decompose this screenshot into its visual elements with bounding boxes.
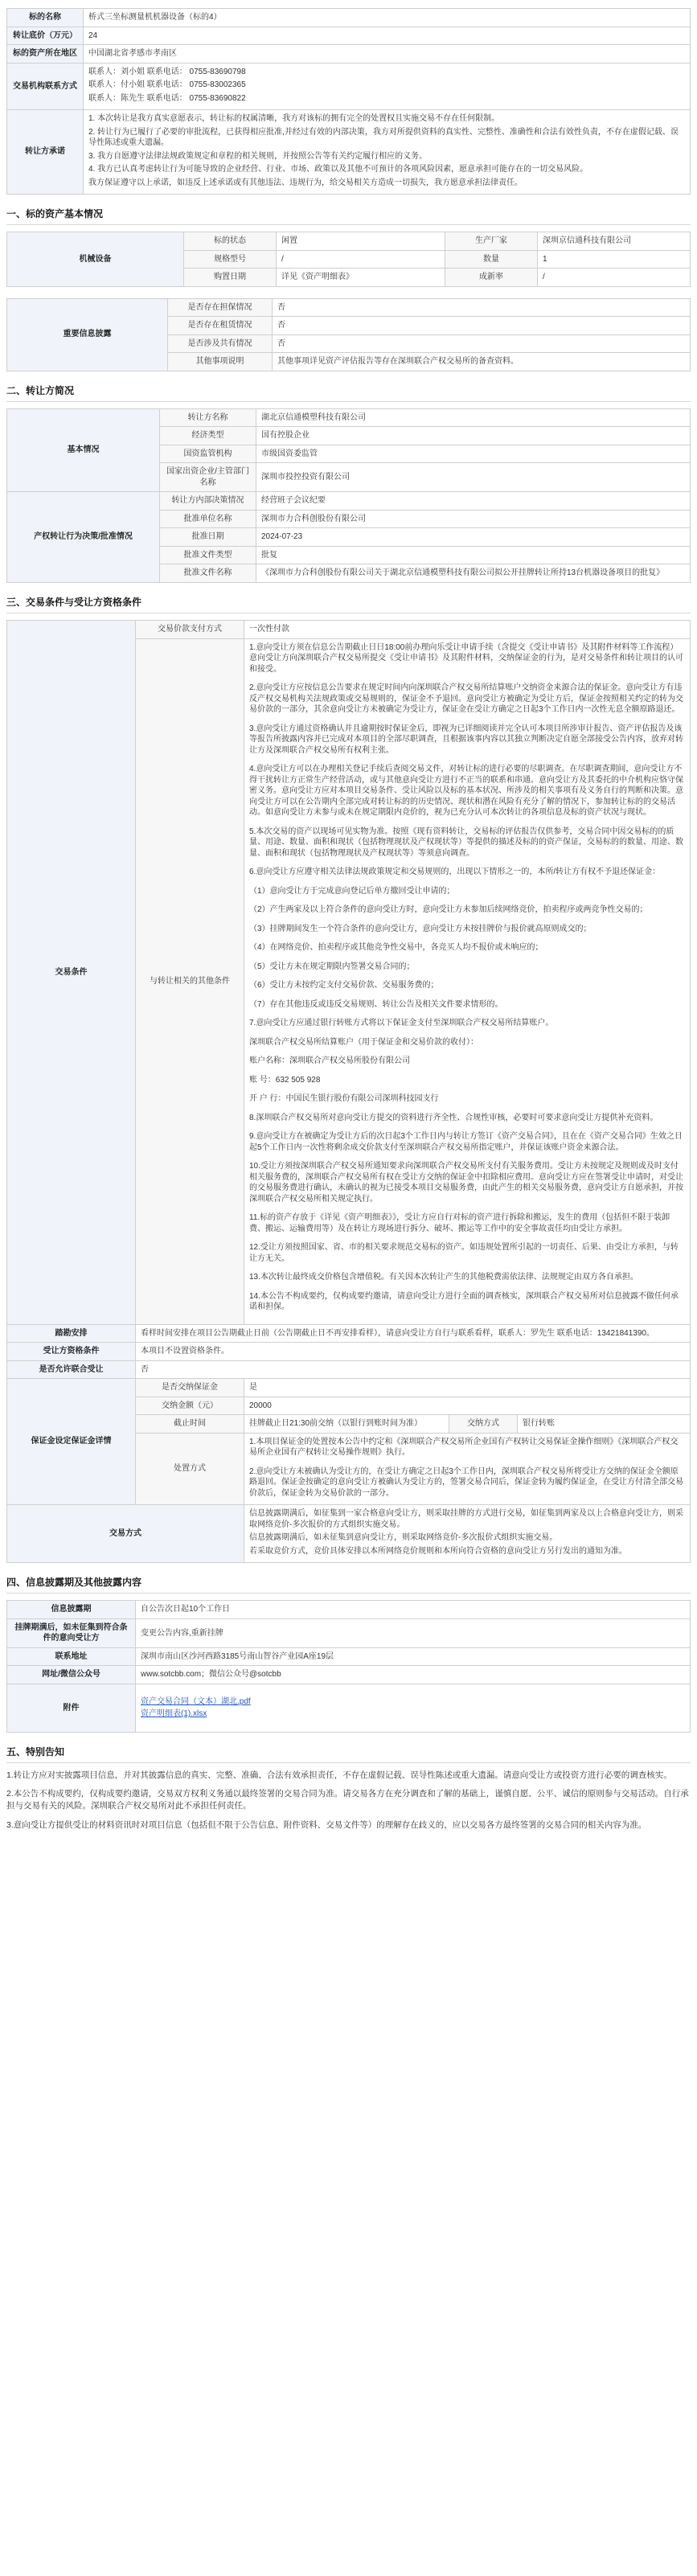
cell-value: 批复 xyxy=(256,546,691,564)
cell-value: 闲置 xyxy=(277,232,445,251)
contact-label: 交易机构联系方式 xyxy=(7,63,84,110)
machine-table xyxy=(6,232,691,287)
cell-value: 湖北京信通模塑科技有限公司 xyxy=(256,408,691,427)
disclosure-label: 重要信息披露 xyxy=(7,298,168,371)
commitment-line: 3. 我方自愿遵守法律法规政策规定和章程的相关规则，并按照公告等有关约定履行相应的义务。 xyxy=(88,151,428,161)
cell-value: 国有控股企业 xyxy=(256,427,691,445)
mode-paragraph: 若采取竞价方式，竞价具体安排以本所网络竞价规则和本所向符合资格的意向受让方另行发出的通知为准。 xyxy=(249,1546,627,1556)
cell-label: 批准文件名称 xyxy=(160,564,256,583)
table-row xyxy=(7,1684,691,1732)
cell-value: 深圳市投控投资有限公司 xyxy=(256,463,691,492)
commitment-line: 2. 转让行为已履行了必要的审批流程，已获得相应批准,并经过有效的内部决策，我方对所提供资料的真实性、完整性、准确性和合法有效性负责，不存在虚假记载、误导性陈述或重大遗漏。 xyxy=(88,127,679,147)
attach-label: 附件 xyxy=(7,1684,136,1732)
condition-paragraph: （2）产生两家及以上符合条件的意向受让方时，意向受让方未参加后续网络竞价，拍卖程序或两竞争性交易的； xyxy=(249,905,648,915)
contact-line: 联系人：陈先生 联系电话： 0755-83690822 xyxy=(88,93,246,103)
decision-label: 产权转让行为决策/批准情况 xyxy=(7,492,160,583)
cell-label: 标的状态 xyxy=(184,232,277,251)
cell-value: 是 xyxy=(244,1379,691,1397)
cell-label: 批准日期 xyxy=(160,528,256,547)
cell-label: 经济类型 xyxy=(160,427,256,445)
condition-paragraph: 6.意向受让方应遵守相关法律法规政策规定和交易规则的，出现以下情形之一的，本所/转让方有权不予退还保证金： xyxy=(249,868,661,877)
cell-label: 规格型号 xyxy=(184,250,277,269)
qual-value: 本项目不设置资格条件。 xyxy=(136,1343,691,1361)
cell-value xyxy=(244,1433,691,1505)
row-label: 转让底价（万元） xyxy=(7,27,84,45)
transferor-table xyxy=(6,408,691,583)
cell-label: 购置日期 xyxy=(184,269,277,287)
table-row xyxy=(7,1505,691,1563)
cell-label: 处置方式 xyxy=(136,1433,244,1505)
condition-paragraph: 11.标的资产存放于《详见《资产明细表》》，受让方应自行对标的资产进行拆除和搬运，发生的费用（包括但不限于装卸费、搬运、运输费用等）及在转让方现场进行拆分、破坏、搬运等工作中的安全事故责任均由受让方承担。 xyxy=(249,1213,670,1233)
table-row xyxy=(7,1647,691,1666)
cell-value: 银行转账 xyxy=(518,1415,691,1434)
table-row xyxy=(7,408,691,427)
section-title: 二、转让方简况 xyxy=(6,384,691,402)
cell-value: 2024-07-23 xyxy=(256,528,691,547)
cell-value: 市级国资委监管 xyxy=(256,445,691,463)
row-value: 24 xyxy=(84,27,691,45)
table-row xyxy=(7,1601,691,1619)
cell-value: 自公告次日起10个工作日 xyxy=(136,1601,691,1619)
attachment-link[interactable]: 资产交易合同（文本）湖北.pdf xyxy=(141,1696,251,1706)
qual-label: 受让方资格条件 xyxy=(7,1343,136,1361)
table-row xyxy=(7,63,691,110)
cell-label: 数量 xyxy=(445,250,538,269)
cell-value: 一次性付款 xyxy=(244,621,691,639)
cell-label: 批准单位名称 xyxy=(160,510,256,528)
disclosure-period-table xyxy=(6,1600,691,1733)
commitment-list xyxy=(84,110,691,195)
section-title: 一、标的资产基本情况 xyxy=(6,207,691,225)
condition-paragraph: （3）挂牌期间发生一个符合条件的意向受让方，意向受让方未按挂牌价与报价就高原则成交的； xyxy=(249,924,592,933)
cell-label: 国家出资企业/主管部门名称 xyxy=(160,463,256,492)
table-row xyxy=(7,27,691,45)
mode-value xyxy=(244,1505,691,1563)
row-value: 桥式三坐标测量机机器设备（标的4） xyxy=(84,9,691,27)
table-row xyxy=(7,232,691,251)
table-row xyxy=(7,1666,691,1684)
cell-value: / xyxy=(277,250,445,269)
cell-value: 否 xyxy=(273,334,691,353)
notice-paragraph: 2.本公告不构成要约，仅构成要约邀请，交易双方权利义务通以最终签署的交易合同为准。请交易各方在充分调查和了解的基础上，谨慎自愿、公平、诚信的原则参与交易活动。自行承担与交易有关的风险。深圳联合产权交易所对此不承担任何责任。 xyxy=(6,1789,689,1811)
table-row xyxy=(7,298,691,317)
cell-value: / xyxy=(538,269,691,287)
table-row xyxy=(7,9,691,27)
condition-paragraph: 2.意向受让方应按信息公告要求在规定时间内向深圳联合产权交易所结算账户交纳资金来源合法的保证金。意向受让方有违反产权交易机构关法规政策或交易规则的，保证金不予退回。意向受让方被确定为受让方后，保证金按照相关约定的转为交易价款的一部分，其余意向受让方未被确定为受让方，保证金在受让方确定之日起3个工作日内一次性无息全额原路退还。 xyxy=(249,683,683,715)
cell-label: 挂牌期满后，如未征集到符合条件的意向受让方 xyxy=(7,1618,136,1647)
condition-paragraph: （6）受让方未按约定支付交易价款、交易服务费的； xyxy=(249,981,439,991)
row-label: 标的名称 xyxy=(7,9,84,27)
attachment-link[interactable]: 资产明细表(1).xlsx xyxy=(141,1709,207,1719)
cell-label: 截止时间 xyxy=(136,1415,244,1434)
disclosure-table xyxy=(6,298,691,371)
notice-paragraph: 1.转让方应对实披露项目信息，并对其披露信息的真实、完整、准确、合法有效承担责任，不存在虚假记载、误导性陈述或重大遗漏。请意向受让方或投资方进行必要的调查核实。 xyxy=(6,1770,672,1780)
cell-label: 信息披露期 xyxy=(7,1601,136,1619)
condition-paragraph: 账 号：632 505 928 xyxy=(249,1075,321,1085)
mode-paragraph: 信息披露期满后，如征集到一家合格意向受让方，则采取挂牌的方式进行交易，如征集到两家及以上合格意向受让方，则采取网络竞价-多次报价的方式组织实施交易。 xyxy=(249,1509,683,1529)
joint-value: 否 xyxy=(136,1360,691,1379)
condition-paragraph: 12.受让方须按照国家、省、市的相关要求规范交易标的资产。如违规处置所引起的一切责任、后果、由受让方承担，与转让方无关。 xyxy=(249,1243,679,1263)
condition-paragraph: （7）存在其他违反或违反交易规则、转让公告及相关文件要求情形的。 xyxy=(249,999,503,1009)
cell-label: 转让方名称 xyxy=(160,408,256,427)
cell-value: 详见《资产明细表》 xyxy=(277,269,445,287)
attachment-list xyxy=(136,1684,691,1732)
section-title: 五、特别告知 xyxy=(6,1745,691,1763)
table-row xyxy=(7,1343,691,1361)
cell-label: 交纳方式 xyxy=(449,1415,518,1434)
condition-paragraph: 1.意向受让方须在信息公告期截止日日18:00前办理向乐受让申请手续（含提交《受让申请书》及其附件材料等工作流程）意向受让方向深圳联合产权交易所提交《受让申请书》及其附件材料，交纳保证金的行为，是对交易条件和转让项目的认可和接受。 xyxy=(249,642,683,674)
special-notice xyxy=(6,1770,691,1832)
notice-paragraph: 3.意向受让方提供受让的材料资讯时对项目信息（包括但不限于公告信息、附件资料、交易文件等）的理解存在歧义的，应以交易各方最终签署的交易合同的相关内容为准。 xyxy=(6,1819,647,1830)
condition-paragraph: 9.意向受让方在被确定为受让方后的次日起3个工作日内与转让方签订《资产交易合同》，且在在《资产交易合同》生效之日起5个工作日内一次性将剩余成交价款支付至深圳联合产权交易所指定账户，并保证该账户资金来源合法。 xyxy=(249,1132,683,1152)
commitment-line: 4. 我方已认真考虑转让行为可能导致的企业经营、行业、市场、政策以及其他不可预计的各项风险因素，愿意承担可能存在的一切交易风险。 xyxy=(88,165,588,174)
table-row xyxy=(7,621,691,639)
cell-value: 《深圳市力合科创股份有限公司关于湖北京信通模塑科技有限公司拟公开挂牌转让所持13台机器设备项目的批复》 xyxy=(256,564,691,583)
section-title: 三、交易条件与受让方资格条件 xyxy=(6,596,691,613)
mode-label: 交易方式 xyxy=(7,1505,244,1563)
cell-value: 深圳京信通科技有限公司 xyxy=(538,232,691,251)
cell-value: 其他事项详见资产评估报告等存在深圳联合产权交易所的备查资料。 xyxy=(273,353,691,371)
contact-list xyxy=(84,63,691,110)
condition-paragraph: 深圳联合产权交易所结算账户（用于保证金和交易价款的收付）： xyxy=(249,1037,478,1047)
cell-label: 批准文件类型 xyxy=(160,546,256,564)
condition-paragraph: 4.意向受让方可以在办理相关登记手续后查阅交易文件，对转让标的进行必要的尽职调查。在尽职调查期间，意向受让方不得干扰转让方正常生产经营活动，或与其他意向受让方进行不正当的联系和串通。意向受让方及其委托的中介机构应恪守保密义务。意向受让方应对本项目交易条件、受让风险以及标的基本状况、所涉及的相关事项有及义务自行的判断和决策。意向受让方可以在公告期内全部完成对转让标的的历史情况、现状和潜在风险有充分了解的情况下，参加转让标的的交易活动。如意向受让方未参与或未在规定期限内竞价的，视为已充分认可本次转让的各项信息及标的资产状况与现状。 xyxy=(249,765,683,818)
table-row xyxy=(7,45,691,64)
row-label: 标的资产所在地区 xyxy=(7,45,84,64)
other-conditions xyxy=(244,638,691,1324)
cell-value: 经营班子会议纪要 xyxy=(256,492,691,511)
condition-paragraph: 14.本公告不构成要约，仅构成要约邀请，请意向受让方进行全面的调查核实，深圳联合产权交易所对信息披露不做任何承诺和担保。 xyxy=(249,1291,679,1312)
cell-label: 网址/微信公众号 xyxy=(7,1666,136,1684)
condition-paragraph: （4）在网络竞价、拍卖程序或其他竞争性交易中，各竞买人均不报价或未响应的； xyxy=(249,943,543,953)
table-row xyxy=(7,1618,691,1647)
condition-paragraph: 5.本次交易的资产以现场可见实物为准。按照《现有资料转让，交易标的评估报告仅供参考，交易合同中因交易标的的质量、用途、数量、面积和现状（包括物理现状及产权现状等）等提供的描述及标的的资产保证，交易标的的数量、用途、数量、面积和现状（包括物理现状及产权现状等）等须意向调查。 xyxy=(249,827,683,858)
cell-label: 是否存在担保情况 xyxy=(168,298,273,317)
table-row xyxy=(7,110,691,195)
table-row xyxy=(7,1324,691,1343)
cell-label: 国资监管机构 xyxy=(160,445,256,463)
cell-value: 深圳市南山区沙河西路3185号南山智谷产业园A座19层 xyxy=(136,1647,691,1666)
condition-paragraph: （1）意向受让方于完成意向登记后单方撤回受让申请的； xyxy=(249,886,455,896)
cell-label: 转让方内部决策情况 xyxy=(160,492,256,511)
row-value: 中国湖北省孝感市孝南区 xyxy=(84,45,691,64)
condition-paragraph: 3.意向受让方通过资格确认并且逾期按时保证金后，即视为已详细阅读并完全认可本项目所涉审计报告、资产评估报告及该等报告所披露内容并已完成对本项目的全部尽职调查，且根据该事内容以其独立判断决定自愿全部接受公告内容，放弃对转让方及深圳联合产权交易所有权利主张。 xyxy=(249,724,683,755)
cell-label: 成新率 xyxy=(445,269,538,287)
handle-paragraph: 1.本项目保证金的处置按本公告中约定和《深圳联合产权交易所企业国有产权转让交易保证金操作细则》《深圳联合产权交易所企业国有产权转让交易操作规则》执行。 xyxy=(249,1437,679,1458)
machine-label: 机械设备 xyxy=(7,232,184,287)
condition-paragraph: 10.受让方须按深圳联合产权交易所通知要求向深圳联合产权交易所支付有关服务费用。受让方未按规定及规则或及时支付相关服务费的，深圳联合产权交易所有权在受让方交纳的保证金中扣除相应费用。意向受让方应在签署受让申请时，对受让的交易服务费进行确认，未确认的视为已接受本项目交易服务费，由此产生的相关交易服务费，意向受让方自愿承担，并按深圳联合产权交易所相关规定执行。 xyxy=(249,1162,683,1204)
cell-label: 是否存在租赁情况 xyxy=(168,317,273,335)
cell-value: 1 xyxy=(538,250,691,269)
visit-label: 踏勘安排 xyxy=(7,1324,136,1343)
cell-label: 交纳金额（元） xyxy=(136,1397,244,1415)
table-row xyxy=(7,492,691,511)
commitment-line: 1. 本次转让是我方真实意愿表示，转让标的权属清晰，我方对该标的拥有完全的处置权且实施交易不存在任何限制。 xyxy=(88,114,500,123)
cell-label: 与转让相关的其他条件 xyxy=(136,638,244,1324)
cell-label: 是否涉及共有情况 xyxy=(168,334,273,353)
cell-label: 联系地址 xyxy=(7,1647,136,1666)
condition-paragraph: 7.意向受让方应通过银行转账方式将以下保证金支付至深圳联合产权交易所结算账户。 xyxy=(249,1019,554,1028)
contact-line: 联系人：刘小姐 联系电话： 0755-83690798 xyxy=(88,67,246,76)
commitment-line: 我方保证遵守以上承诺，如违反上述承诺或有其他违法、违规行为，给交易相关方造成一切损失，我方愿意承担法律责任。 xyxy=(88,178,523,187)
mode-paragraph: 信息披露期满后，如未征集到意向受让方，则采取网络竞价-多次报价式组织实施交易。 xyxy=(249,1533,558,1543)
condition-paragraph: 账户名称：深圳联合产权交易所股份有限公司 xyxy=(249,1056,410,1066)
cell-label: 其他事项说明 xyxy=(168,353,273,371)
cell-value: 否 xyxy=(273,298,691,317)
cell-value: 挂牌截止日21:30前交纳（以银行到账时间为准） xyxy=(244,1415,449,1434)
cell-label: 生产厂家 xyxy=(445,232,538,251)
table-row xyxy=(7,1379,691,1397)
cell-value: 深圳市力合科创股份有限公司 xyxy=(256,510,691,528)
basic-label: 基本情况 xyxy=(7,408,160,492)
cell-label: 交易价款支付方式 xyxy=(136,621,244,639)
condition-paragraph: 开 户 行：中国民生银行股份有限公司深圳科技园支行 xyxy=(249,1094,439,1104)
cell-label: 是否交纳保证金 xyxy=(136,1379,244,1397)
handle-paragraph: 2.意向受让方未被确认为受让方的，在受让方确定之日起3个工作日内，深圳联合产权交易所将受让方交纳的保证金全额原路退回。保证金按确定的意向受让方被确认为受让方的，签署交易合同后，保证金转为履约保证金，在受让方付清全部交易价款后，保证金转为交易价款的一部分。 xyxy=(249,1466,683,1498)
condition-paragraph: （5）受让方未在规定期限内签署交易合同的； xyxy=(249,962,415,971)
condition-paragraph: 8.深圳联合产权交易所对意向受让方提交的资料进行齐全性、合规性审核，必要时可要求意向受让方提供补充资料。 xyxy=(249,1113,658,1122)
section-title: 四、信息披露期及其他披露内容 xyxy=(6,1576,691,1594)
cell-value: 20000 xyxy=(244,1397,691,1415)
summary-table xyxy=(6,8,691,195)
visit-value: 看样时间安排在项目公告期截止日前（公告期截止日不再安排看样），请意向受让方自行与联系看样，联系人：罗先生 联系电话：13421841390。 xyxy=(136,1324,691,1343)
joint-label: 是否允许联合受让 xyxy=(7,1360,136,1379)
cell-value: 否 xyxy=(273,317,691,335)
condition-paragraph: 13.本次转让最终成交价格包含增值税。有关因本次转让产生的其他税费需依法律、法规规定由双方各自承担。 xyxy=(249,1273,638,1282)
trade-conditions-table xyxy=(6,620,691,1563)
cell-value: www.sotcbb.com；微信公众号@sotcbb xyxy=(136,1666,691,1684)
contact-line: 联系人：付小姐 联系电话： 0755-83002365 xyxy=(88,80,246,89)
table-row xyxy=(7,1360,691,1379)
deposit-label: 保证金设定保证金详情 xyxy=(7,1379,136,1505)
trade-label: 交易条件 xyxy=(7,621,136,1325)
cell-value: 变更公告内容,重新挂牌 xyxy=(136,1618,691,1647)
commitment-label: 转让方承诺 xyxy=(7,110,84,195)
